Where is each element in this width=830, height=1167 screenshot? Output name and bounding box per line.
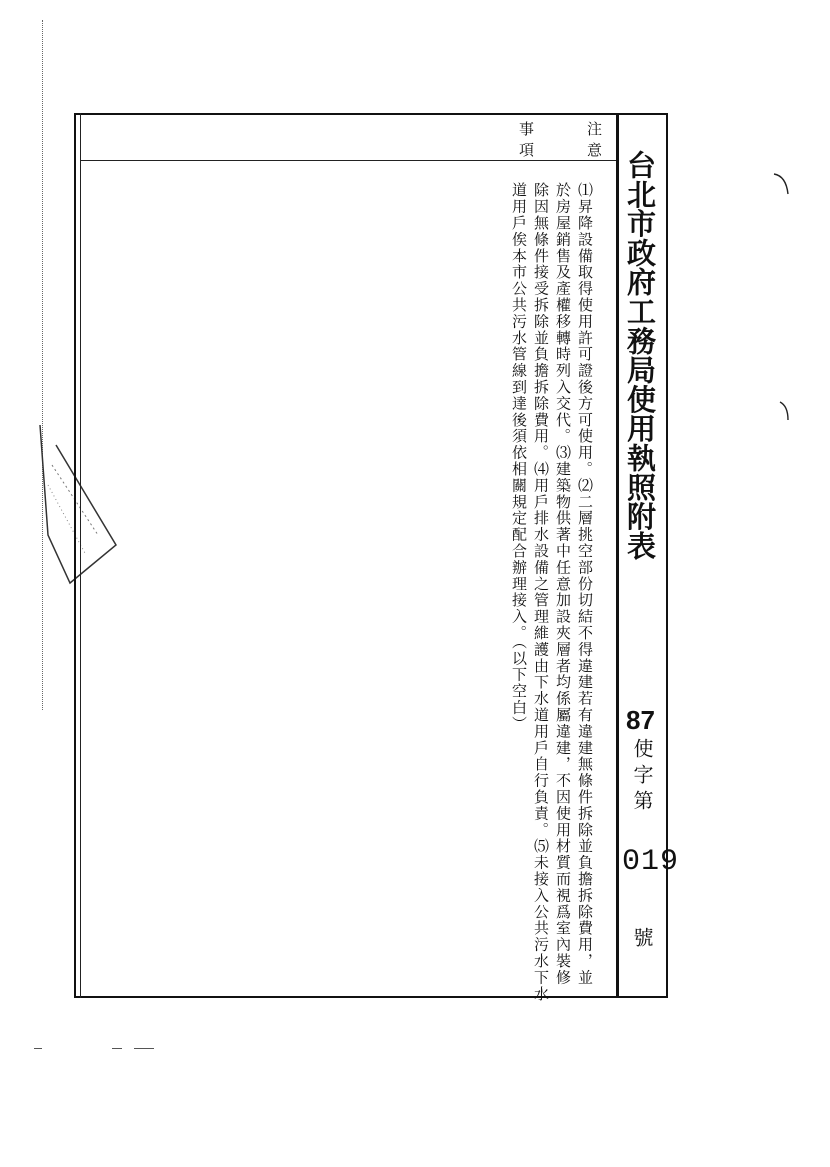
scan-bottom-mark [112, 1048, 122, 1049]
form-inner-rule [80, 113, 81, 998]
notes-column: 於房屋銷售及產權移轉時列入交代。⑶建築物供著中任意加設夾層者均係屬違建，不因使用材質而視爲室內裝修 [554, 182, 572, 986]
notes-column: ⑴昇降設備取得使用許可證後方可使用。⑵二層挑空部份切結不得違建若有違建無條件拆除並負擔拆除費用，並 [576, 182, 594, 986]
notes-body [508, 182, 596, 1002]
permit-year: 87 [626, 705, 655, 735]
scan-corner-mark [778, 400, 792, 422]
scan-corner-mark [772, 172, 792, 198]
form-title: 台北市政府工務局使用執照附表 [623, 150, 657, 561]
permit-prefix: 使字第 [630, 738, 654, 816]
header-items: 事項 [517, 121, 535, 163]
permit-number: 019 [622, 845, 680, 879]
scan-bottom-mark [34, 1048, 42, 1049]
scan-bottom-mark [134, 1048, 154, 1049]
scan-dotted-edge [42, 20, 43, 710]
title-column-rule [616, 113, 619, 998]
header-notice: 注意 [585, 121, 603, 163]
permit-suffix: 號 [630, 927, 654, 947]
notes-column: 道用戶俟本市公共污水管線到達後須依相關規定配合辦理接入。（以下空白） [510, 182, 528, 733]
notes-column: 除因無條件接受拆除並負擔拆除費用。⑷用戶排水設備之管理維護由下水道用戶自行負責。⑸未接入公共污水下水 [532, 182, 550, 1002]
